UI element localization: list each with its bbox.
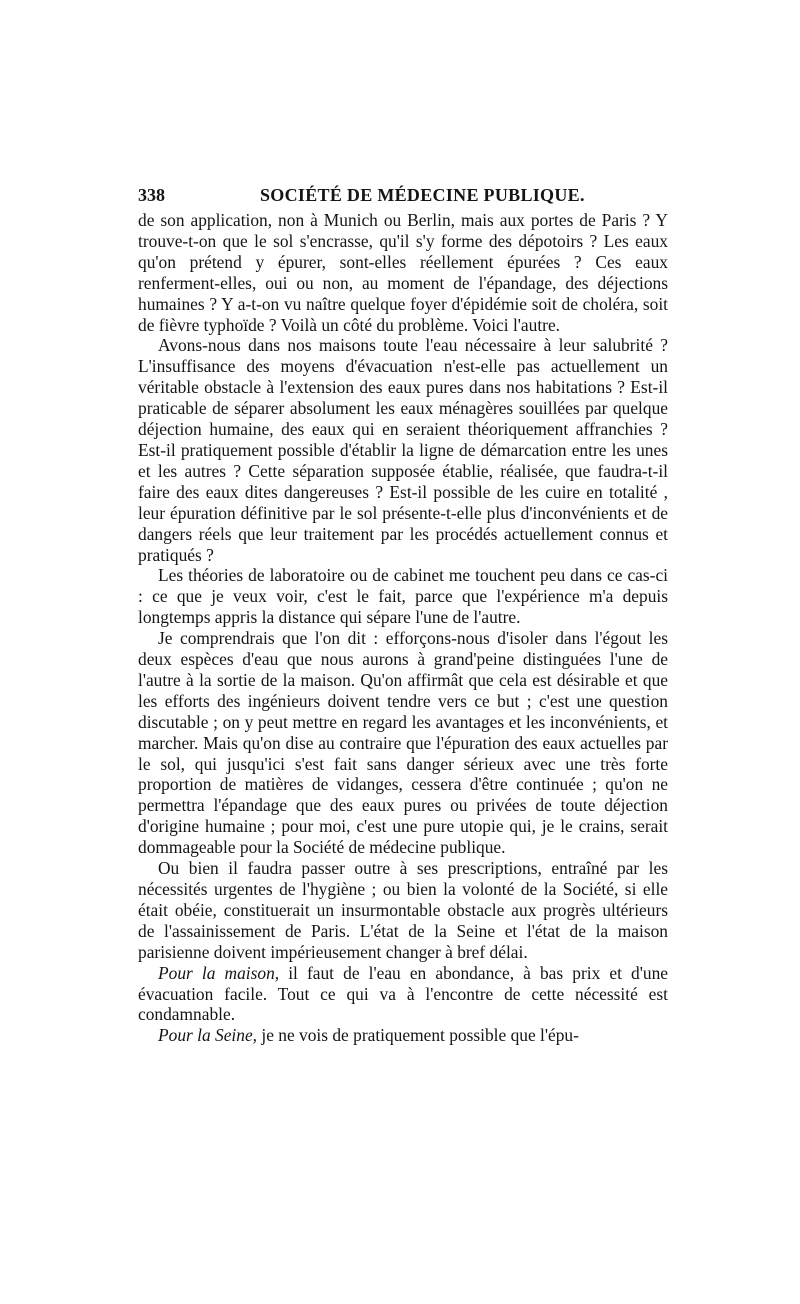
paragraph-6 — [138, 963, 668, 1026]
paragraph-6-text: il faut de l'eau en abondance, à bas prix et d'une évacuation facile. Tout ce qui va à l'encontre de cette nécessité est condamnable. — [138, 962, 668, 1025]
running-title: SOCIÉTÉ DE MÉDECINE PUBLIQUE. — [260, 185, 585, 205]
paragraph-6-lead: Pour la maison, — [158, 962, 280, 983]
book-page — [138, 180, 668, 1046]
paragraph-1: de son application, non à Munich ou Berlin, mais aux portes de Paris ? Y trouve-t-on que le sol s'encrasse, qu'il s'y forme des dépotoirs ? Les eaux qu'on prétend y épurer, sont-elles réellement épurées ? Ces eaux renferment-elles, oui ou non, au moment de l'épandage, des déjections humaines ? Y a-t-on vu naître quelque foyer d'épidémie soit de choléra, soit de fièvre typhoïde ? Voilà un côté du problème. Voici l'autre. — [138, 210, 668, 335]
paragraph-4: Je comprendrais que l'on dit : efforçons-nous d'isoler dans l'égout les deux espèces d'eau que nous aurons à grand'peine distinguées l'une de l'autre à la sortie de la maison. Qu'on affirmât que cela est désirable et que les efforts des ingénieurs doivent tendre vers ce but ; c'est une question discutable ; on y peut mettre en regard les avantages et les inconvénients, et marcher. Mais qu'on dise au contraire que l'épuration des eaux actuelles par le sol, qui jusqu'ici s'est fait sans danger sérieux avec une très forte proportion de matières de vidanges, cessera d'être continuée ; qu'on ne permettra l'épandage que des eaux pures ou privées de toute déjection d'origine humaine ; pour moi, c'est une pure utopie qui, je le crains, serait dommageable pour la Société de médecine publique. — [138, 628, 668, 858]
paragraph-2: Avons-nous dans nos maisons toute l'eau nécessaire à leur salubrité ? L'insuffisance des moyens d'évacuation n'est-elle pas actuellement un véritable obstacle à l'extension des eaux pures dans nos habitations ? Est-il praticable de séparer absolument les eaux ménagères souillées par quelque déjection humaine, des eaux qui en seraient théoriquement affranchies ? Est-il pratiquement possible d'établir la ligne de démarcation entre les unes et les autres ? Cette séparation supposée établie, réalisée, que faudra-t-il faire des eaux dites dangereuses ? Est-il possible de les cuire en totalité , leur épuration définitive par le sol présente-t-elle plus d'inconvénients et de dangers réels que leur traitement par les procédés actuellement connus et pratiqués ? — [138, 335, 668, 565]
body-text — [138, 210, 668, 1046]
paragraph-5: Ou bien il faudra passer outre à ses prescriptions, entraîné par les nécessités urgentes de l'hygiène ; ou bien la volonté de la Société, si elle était obéie, constituerait un insurmontable obstacle aux progrès ultérieurs de l'assainissement de Paris. L'état de la Seine et l'état de la maison parisienne doivent impérieusement changer à bref délai. — [138, 858, 668, 962]
paragraph-3: Les théories de laboratoire ou de cabinet me touchent peu dans ce cas-ci : ce que je veux voir, c'est le fait, parce que l'expérience m'a depuis longtemps appris la distance qui sépare l'une de l'autre. — [138, 565, 668, 628]
page-number: 338 — [138, 185, 165, 205]
running-head — [138, 180, 668, 210]
paragraph-7-text: je ne vois de pratiquement possible que l'épu- — [257, 1025, 579, 1046]
paragraph-7 — [138, 1025, 668, 1046]
paragraph-7-lead: Pour la Seine, — [158, 1025, 258, 1046]
